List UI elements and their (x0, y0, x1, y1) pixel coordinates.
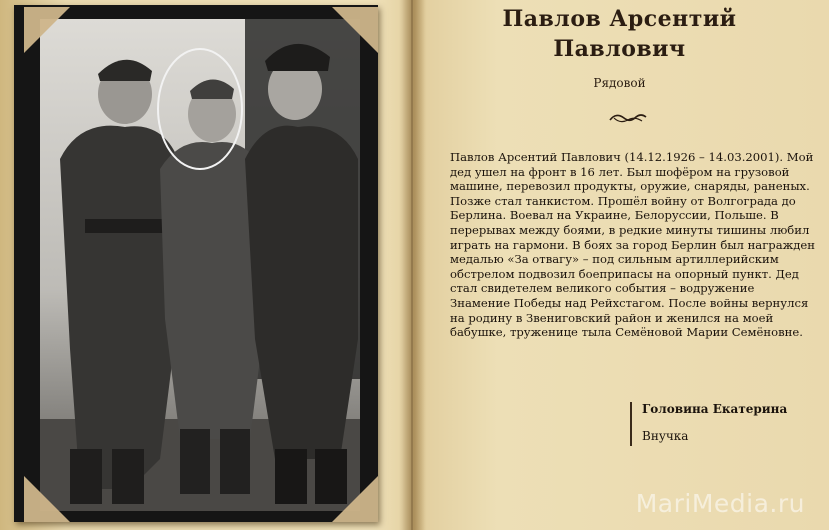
author-name: Головина Екатерина (642, 402, 788, 416)
soldier-photo (14, 5, 378, 522)
author-relation: Внучка (642, 429, 689, 443)
right-page (410, 0, 829, 530)
photo-figures (40, 19, 360, 511)
soldier-name (410, 4, 829, 64)
soldier-name-line2: Павлович (553, 36, 686, 62)
soldier-rank: Рядовой (593, 76, 646, 90)
flourish-ornament-icon (608, 108, 648, 128)
biography-text: Павлов Арсентий Павлович (14.12.1926 – 14.03.2001). Мой дед ушел на фронт в 16 лет. Был шофёром на грузовой машине, перевозил продукты, оружие, снаряды, раненых. Позже стал танкистом. Прошёл войну от Волгограда до Берлина. Воевал на Украине, Белоруссии, Польше. В перерывах между боями, в редкие минуты тишины любил играть на гармони. В боях за город Берлин был награжден медалью «За отвагу» – под сильным артиллерийским обстрелом подвозил боеприпасы на опорный пункт. Дед стал свидетелем великого события – водружение Знамение Победы над Рейхстагом. После войны вернулся на родину в Звениговский район и женился на моей бабушке, труженице тыла Семёновой Марии Семёновне. (450, 150, 816, 340)
author-signature (630, 402, 787, 446)
soldier-name-line1: Павлов Арсентий (502, 6, 737, 32)
photo-image (40, 19, 360, 511)
site-watermark: MariMedia.ru (635, 489, 805, 518)
left-page (0, 0, 410, 530)
